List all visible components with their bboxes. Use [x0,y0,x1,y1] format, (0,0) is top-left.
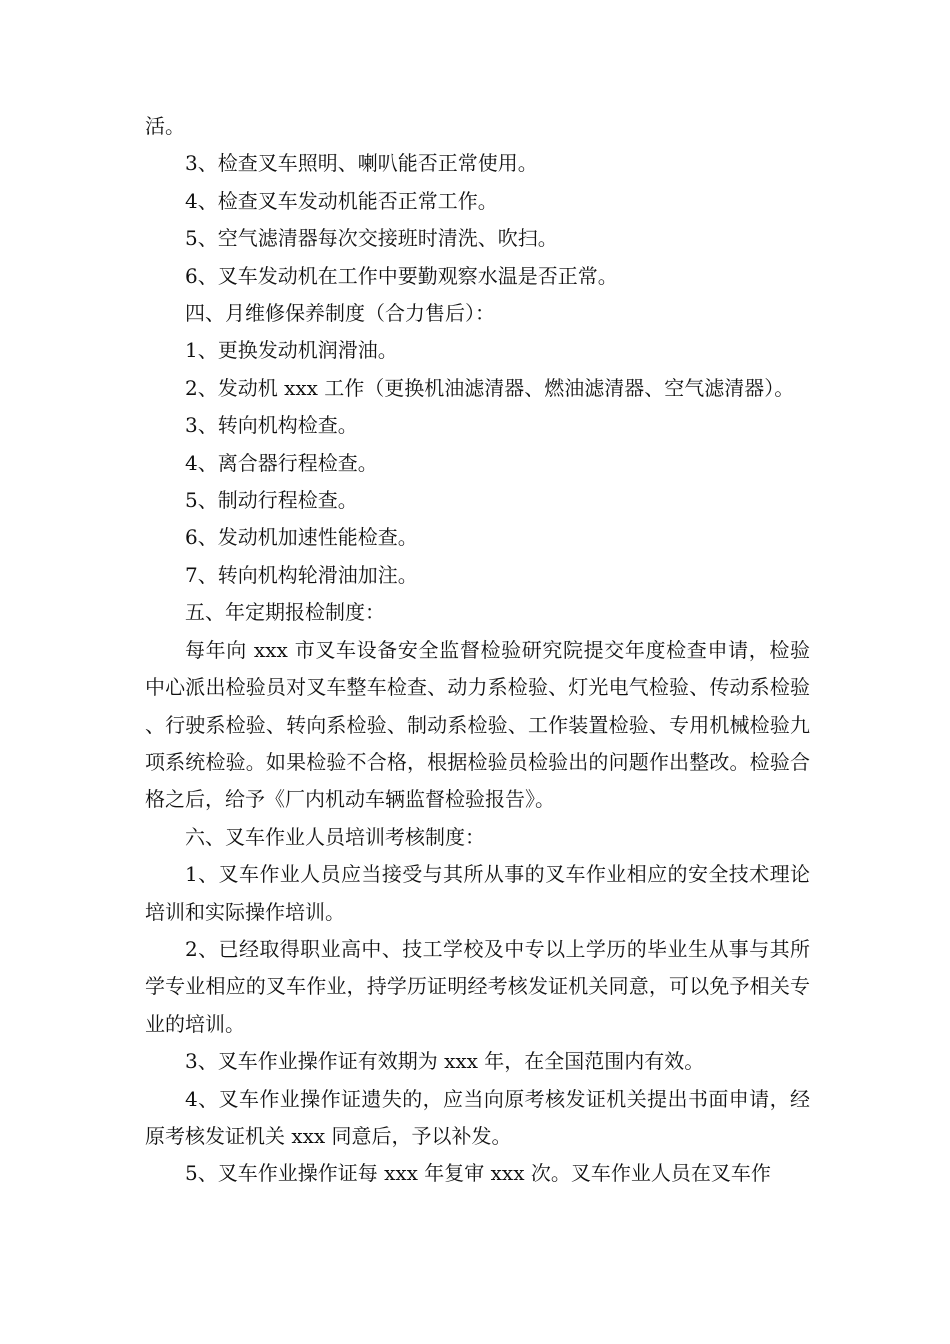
paragraph: 6、叉车发动机在工作中要勤观察水温是否正常。 [185,263,618,288]
paragraph: 2、发动机 xxx 工作（更换机油滤清器、燃油滤清器、空气滤清器）。 [185,375,795,400]
paragraph: 五、年定期报检制度： [185,600,385,625]
paragraph: 6、发动机加速性能检查。 [185,525,418,550]
paragraph: 1、叉车作业人员应当接受与其所从事的叉车作业相应的安全技术理论培训和实际操作培训。 [145,862,810,924]
paragraph: 5、空气滤清器每次交接班时清洗、吹扫。 [185,226,558,251]
paragraph: 4、离合器行程检查。 [185,450,378,475]
paragraph: 3、检查叉车照明、喇叭能否正常使用。 [185,151,538,176]
paragraph: 活。 [145,114,185,138]
paragraph: 3、叉车作业操作证有效期为 xxx 年，在全国范围内有效。 [185,1049,705,1074]
paragraph: 2、已经取得职业高中、技工学校及中专以上学历的毕业生从事与其所学专业相应的叉车作业，持学历证明经考核发证机关同意，可以免予相关专业的培训。 [145,936,810,1036]
paragraph: 六、叉车作业人员培训考核制度： [185,824,485,849]
paragraph: 5、制动行程检查。 [185,488,358,513]
document-body [145,108,810,1193]
paragraph: 4、叉车作业操作证遗失的，应当向原考核发证机关提出书面申请，经原考核发证机关 xxx 同意后，予以补发。 [145,1086,810,1148]
paragraph: 四、月维修保养制度（合力售后）： [185,301,495,326]
paragraph: 5、叉车作业操作证每 xxx 年复审 xxx 次。叉车作业人员在叉车作 [185,1161,771,1186]
paragraph: 3、转向机构检查。 [185,413,358,438]
paragraph: 1、更换发动机润滑油。 [185,338,398,363]
paragraph: 4、检查叉车发动机能否正常工作。 [185,188,498,213]
paragraph: 7、转向机构轮滑油加注。 [185,562,418,587]
paragraph: 每年向 xxx 市叉车设备安全监督检验研究院提交年度检查申请，检验中心派出检验员对叉车整车检查、动力系检验、灯光电气检验、传动系检验、行驶系检验、转向系检验、制动系检验、工作装置检验、专用机械检验九项系统检验。如果检验不合格，根据检验员检验出的问题作出整改。检验合格之后，给予《厂内机动车辆监督检验报告》。 [145,637,810,812]
